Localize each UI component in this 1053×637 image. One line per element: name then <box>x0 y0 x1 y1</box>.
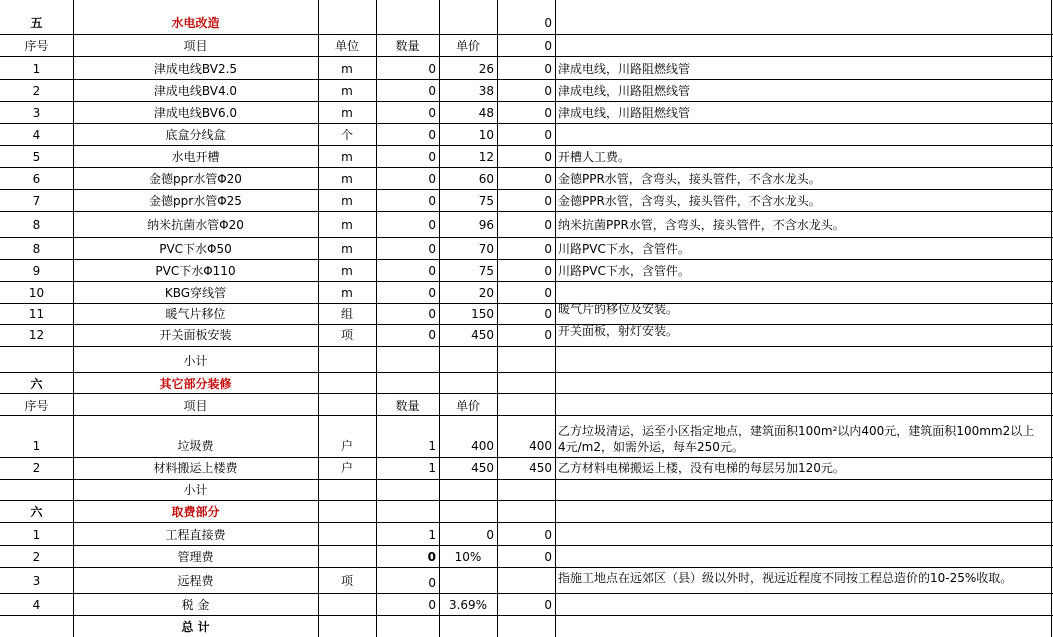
cell-price: 48 <box>478 106 494 120</box>
cell-qty: 0 <box>428 194 436 208</box>
section-total: 0 <box>544 16 552 30</box>
cell-seq: 2 <box>32 461 41 475</box>
cell-seq: 1 <box>32 439 41 453</box>
cell-qty: 0 <box>428 218 436 232</box>
cell-unit: m <box>341 150 353 164</box>
cell-item: PVC下水Φ110 <box>155 264 236 278</box>
section-title: 其它部分装修 <box>159 377 232 391</box>
cell-unit: m <box>341 286 353 300</box>
cell-unit: 户 <box>340 461 353 475</box>
cell-unit: 项 <box>340 574 353 588</box>
cell-qty: 1 <box>428 461 436 475</box>
cell-seq: 11 <box>28 307 45 321</box>
cell-total: 0 <box>544 242 552 256</box>
cell-price: 10 <box>478 128 494 142</box>
cell-qty: 0 <box>428 84 436 98</box>
cell-unit: m <box>341 194 353 208</box>
cell-total: 0 <box>544 62 552 76</box>
cell-unit: 组 <box>340 307 353 321</box>
cell-note: 津成电线，川路阻燃线管 <box>558 62 691 76</box>
cell-unit: m <box>341 106 353 120</box>
section-title: 取费部分 <box>171 505 220 519</box>
cell-note: 开关面板，射灯安装。 <box>558 324 679 338</box>
cell-unit: m <box>341 218 353 232</box>
cell-item: 纳米抗菌水管Φ20 <box>147 218 244 232</box>
cell-qty: 0 <box>428 286 436 300</box>
col-divider <box>555 0 556 637</box>
cell-total: 0 <box>544 550 552 564</box>
cell-seq: 10 <box>28 286 45 300</box>
cell-price: 400 <box>471 439 494 453</box>
cell-item: 金德ppr水管Φ25 <box>149 194 242 208</box>
cell-qty: 0 <box>428 128 436 142</box>
cell-seq: 3 <box>32 574 41 588</box>
cell-note: 川路PVC下水，含管件。 <box>558 242 690 256</box>
header-item: 项目 <box>183 399 208 413</box>
cell-qty: 0 <box>428 150 436 164</box>
cell-item: 管理费 <box>177 550 214 564</box>
cell-qty: 0 <box>428 598 436 612</box>
cell-note: 乙方垃圾清运，运至小区指定地点，建筑面积100m²以内400元，建筑面积100mm2以上 <box>558 424 1035 438</box>
cell-total: 0 <box>544 598 552 612</box>
cell-item: 暖气片移位 <box>165 307 226 321</box>
cell-unit: m <box>341 264 353 278</box>
section-number: 六 <box>30 505 43 519</box>
grand-total-label: 总 计 <box>181 620 210 634</box>
cell-seq: 7 <box>32 194 41 208</box>
cell-item: 金德ppr水管Φ20 <box>149 172 242 186</box>
cell-total: 0 <box>544 194 552 208</box>
cell-unit: m <box>341 172 353 186</box>
cell-price: 96 <box>478 218 494 232</box>
header-total: 0 <box>544 39 552 53</box>
cell-note: 乙方材料电梯搬运上楼，没有电梯的每层另加120元。 <box>558 461 845 475</box>
header-seq: 序号 <box>24 39 49 53</box>
cell-note: 金德PPR水管，含弯头，接头管件，不含水龙头。 <box>558 194 821 208</box>
cell-price: 10% <box>454 550 482 564</box>
cell-price: 12 <box>478 150 494 164</box>
cell-total: 0 <box>544 328 552 342</box>
cell-item: 工程直接费 <box>165 528 226 542</box>
cell-qty: 0 <box>428 264 436 278</box>
cell-total: 450 <box>529 461 552 475</box>
header-price: 单价 <box>455 39 480 53</box>
cell-unit: 项 <box>340 328 353 342</box>
cell-price: 450 <box>471 461 494 475</box>
cell-total: 400 <box>529 439 552 453</box>
section-title: 水电改造 <box>171 16 220 30</box>
header-qty: 数量 <box>395 39 420 53</box>
cell-price: 20 <box>478 286 494 300</box>
cell-item: KBG穿线管 <box>164 286 227 300</box>
header-seq: 序号 <box>24 399 49 413</box>
cell-total: 0 <box>544 106 552 120</box>
cell-price: 26 <box>478 62 494 76</box>
cell-item: 津成电线BV6.0 <box>153 106 238 120</box>
cell-total: 0 <box>544 286 552 300</box>
cell-total: 0 <box>544 528 552 542</box>
section-number: 六 <box>30 377 43 391</box>
cell-item: 垃圾费 <box>177 439 214 453</box>
cell-total: 0 <box>544 264 552 278</box>
cell-price: 3.69% <box>448 598 488 612</box>
section-number: 五 <box>30 16 43 30</box>
cell-item: 津成电线BV4.0 <box>153 84 238 98</box>
cell-price: 150 <box>471 307 494 321</box>
cell-note: 川路PVC下水，含管件。 <box>558 264 690 278</box>
header-unit: 单位 <box>334 39 359 53</box>
cell-unit: m <box>341 62 353 76</box>
cell-note: 指施工地点在远郊区（县）级以外时，视远近程度不同按工程总造价的10-25%收取。 <box>558 571 1013 585</box>
cell-price: 450 <box>471 328 494 342</box>
cell-total: 0 <box>544 128 552 142</box>
cell-item: 津成电线BV2.5 <box>153 62 238 76</box>
cell-item: 材料搬运上楼费 <box>153 461 238 475</box>
cell-qty: 0 <box>428 242 436 256</box>
cell-unit: m <box>341 242 353 256</box>
cell-item: PVC下水Φ50 <box>159 242 232 256</box>
cell-price: 60 <box>478 172 494 186</box>
cell-item: 远程费 <box>177 574 214 588</box>
cell-total: 0 <box>544 84 552 98</box>
cell-seq: 4 <box>32 128 41 142</box>
header-item: 项目 <box>183 39 208 53</box>
cell-seq: 8 <box>32 242 41 256</box>
cell-item: 水电开槽 <box>171 150 220 164</box>
cell-total: 0 <box>544 172 552 186</box>
header-qty: 数量 <box>395 399 420 413</box>
cell-qty: 1 <box>428 528 436 542</box>
cell-qty: 0 <box>428 307 436 321</box>
cell-seq: 1 <box>32 62 41 76</box>
cell-qty: 0 <box>428 328 436 342</box>
cell-note: 金德PPR水管，含弯头，接头管件，不含水龙头。 <box>558 172 821 186</box>
cell-price: 0 <box>486 528 494 542</box>
cell-item: 税 金 <box>181 598 210 612</box>
cell-total: 0 <box>544 218 552 232</box>
cell-price: 70 <box>478 242 494 256</box>
cell-seq: 9 <box>32 264 41 278</box>
subtotal-label: 小计 <box>183 483 208 497</box>
cell-qty: 0 <box>427 550 436 564</box>
cell-price: 75 <box>478 264 494 278</box>
cell-seq: 4 <box>32 598 41 612</box>
cell-total: 0 <box>544 150 552 164</box>
cell-qty: 0 <box>428 172 436 186</box>
cell-seq: 2 <box>32 84 41 98</box>
cell-seq: 5 <box>32 150 41 164</box>
cell-price: 38 <box>478 84 494 98</box>
cell-note: 暖气片的移位及安装。 <box>558 302 679 316</box>
col-divider <box>1051 0 1052 637</box>
cell-note: 4元/m2，如需外运，每车250元。 <box>558 440 744 454</box>
cell-seq: 6 <box>32 172 41 186</box>
cell-item: 开关面板安装 <box>159 328 232 342</box>
cell-qty: 0 <box>428 106 436 120</box>
cell-seq: 2 <box>32 550 41 564</box>
cell-note: 津成电线，川路阻燃线管 <box>558 106 691 120</box>
cell-qty: 0 <box>428 62 436 76</box>
cell-item: 底盒分线盒 <box>165 128 226 142</box>
cell-qty: 0 <box>428 576 436 590</box>
cell-price: 75 <box>478 194 494 208</box>
header-price: 单价 <box>455 399 480 413</box>
cell-qty: 1 <box>428 439 436 453</box>
subtotal-label: 小计 <box>183 354 208 368</box>
cell-note: 开槽人工费。 <box>558 150 631 164</box>
cell-seq: 8 <box>32 218 41 232</box>
cell-seq: 3 <box>32 106 41 120</box>
cell-seq: 12 <box>28 328 45 342</box>
cell-unit: 户 <box>340 439 353 453</box>
cell-total: 0 <box>544 307 552 321</box>
cell-unit: 个 <box>340 128 353 142</box>
cell-seq: 1 <box>32 528 41 542</box>
cell-unit: m <box>341 84 353 98</box>
cell-note: 纳米抗菌PPR水管，含弯头，接头管件，不含水龙头。 <box>558 218 845 232</box>
cell-note: 津成电线，川路阻燃线管 <box>558 84 691 98</box>
